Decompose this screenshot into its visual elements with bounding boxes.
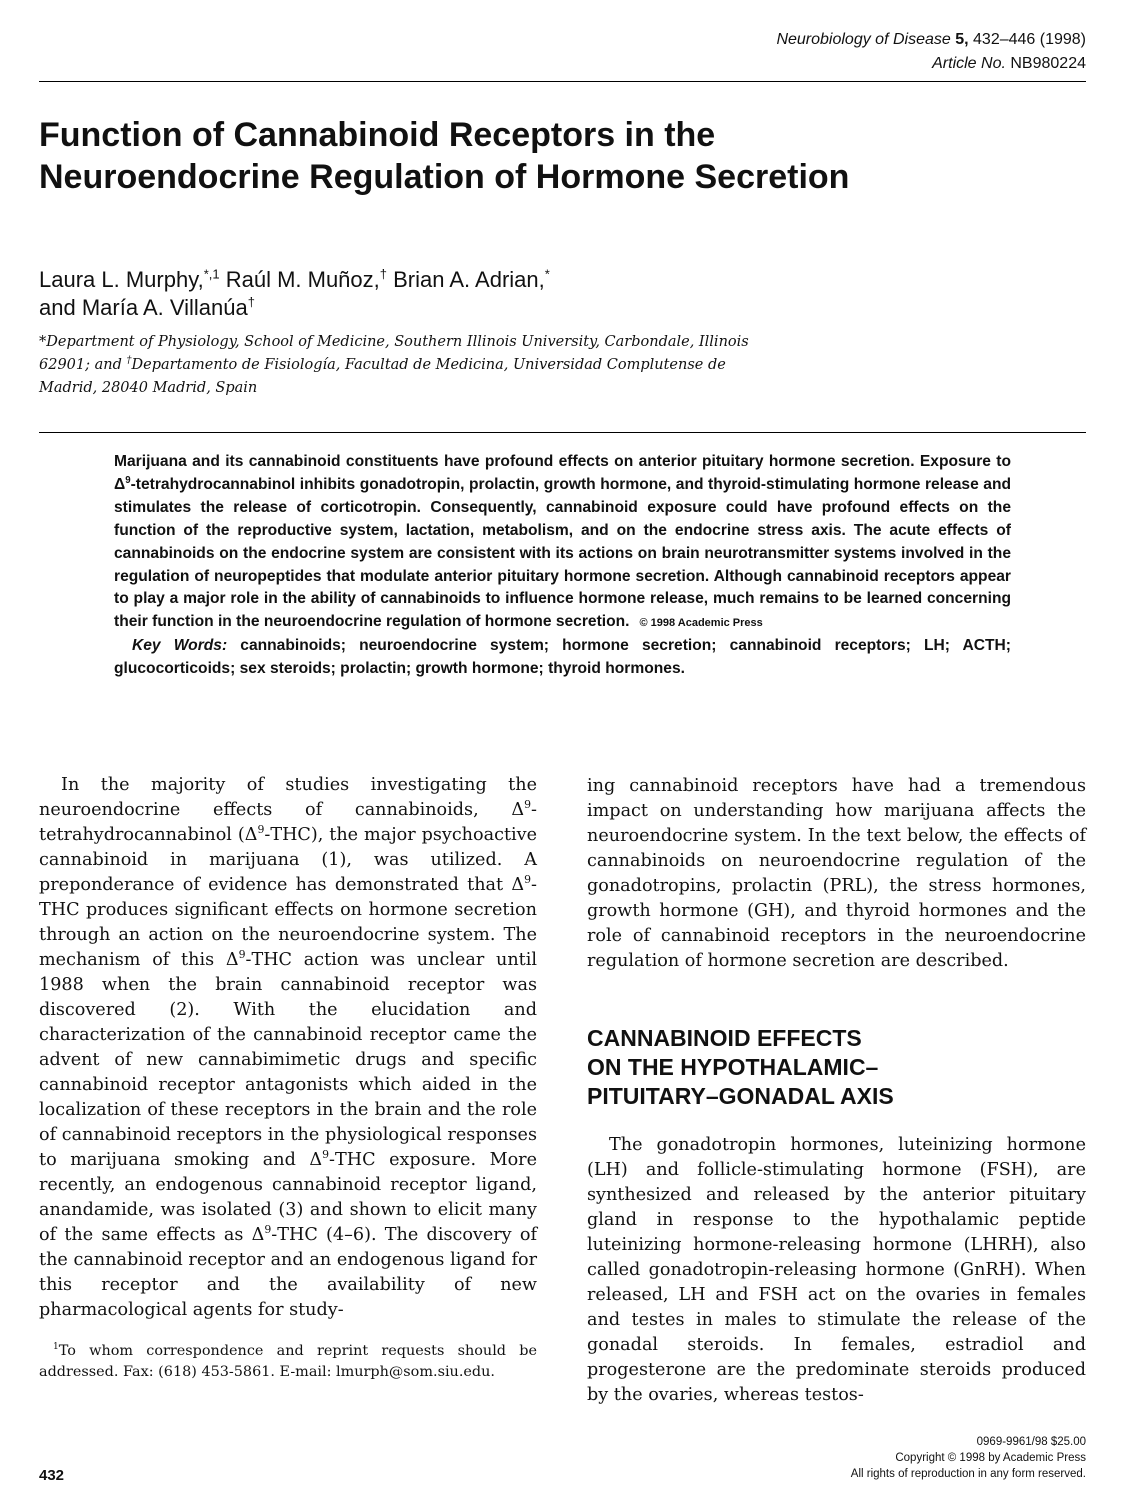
author-adrian: Brian A. Adrian, — [387, 267, 545, 292]
page-number: 432 — [39, 1467, 65, 1484]
delta-superscript: 9 — [264, 1223, 272, 1237]
section-heading-line: ON THE HYPOTHALAMIC– — [587, 1054, 879, 1080]
section-heading — [587, 1024, 1086, 1111]
body-text: -THC action was unclear until 1988 when the brain cannabinoid receptor was discovered (2). With the elucidation and characterization of the cannabinoid receptor came the advent of new cannabimimetic drugs and specific cannabinoid receptor antagonists which aided in the localization of these receptors in the brain and the role of cannabinoid receptors in the physiological responses to marijuana smoking and Δ — [39, 950, 537, 1170]
author-villanua-marks: † — [247, 294, 255, 310]
abstract — [114, 451, 1011, 681]
body-column-right-continuation — [587, 774, 1086, 974]
article-label: Article No. — [932, 55, 1006, 72]
body-column-left — [39, 773, 537, 1323]
journal-pages: 432–446 (1998) — [973, 31, 1086, 48]
body-column-right-section — [587, 1133, 1086, 1408]
body-text: -THC produces significant effects on hormone secretion through an action on the neuroendocrine system. The mechanism of this Δ — [39, 875, 537, 970]
title-line-2: Neuroendocrine Regulation of Hormone Secretion — [39, 158, 850, 196]
article-number-line — [776, 52, 1086, 76]
affiliation-madrid: Departamento de Fisiología, Facultad de Medicina, Universidad Complutense de Madrid, 28040 Madrid, Spain — [39, 357, 726, 396]
footnote-marker: 1 — [53, 1342, 59, 1353]
intro-paragraph-continued: ing cannabinoid receptors have had a tremendous impact on understanding how marijuana affects the neuroendocrine system. In the text below, the effects of cannabinoids on neuroendocrine regulation of the gonadotropins, prolactin (PRL), the stress hormones, growth hormone (GH), and thyroid hormones and the role of cannabinoid receptors in the neuroendocrine regulation of hormone secretion are described. — [587, 776, 1086, 971]
abstract-text-part: -tetrahydrocannabinol inhibits gonadotropin, prolactin, growth hormone, and thyroid-stimulating hormone release and stimulates the release of corticotropin. Consequently, cannabinoid exposure could have profound effects on the function of the reproductive system, lactation, metabolism, and on the endocrine stress axis. The acute effects of cannabinoids on the endocrine system are consistent with its actions on brain neurotransmitter systems involved in the regulation of neuropeptides that modulate anterior pituitary hormone secretion. Although cannabinoid receptors appear to play a major role in the ability of cannabinoids to influence hormone release, much remains to be learned concerning their function in the neuroendocrine regulation of hormone secretion. — [114, 475, 1011, 631]
footnote-text: To whom correspondence and reprint requests should be addressed. Fax: (618) 453-5861. E-mail: lmurph@som.siu.edu. — [39, 1343, 537, 1380]
author-munoz: Raúl M. Muñoz, — [219, 267, 380, 292]
affiliation-siu: *Department of Physiology, School of Medicine, Southern Illinois University, Carbondale, Illinois 62901; and — [39, 334, 749, 373]
abstract-divider — [39, 432, 1086, 433]
journal-volume: 5, — [955, 31, 969, 48]
affiliation-dagger: † — [126, 355, 132, 367]
author-villanua: and María A. Villanúa — [39, 295, 248, 320]
gonadal-axis-paragraph: The gonadotropin hormones, luteinizing hormone (LH) and follicle-stimulating hormone (FSH), are synthesized and released by the anterior pituitary gland in response to the hypothalamic peptide luteinizing hormone-releasing hormone (LHRH), also called gonadotropin-releasing hormone (GnRH). When released, LH and FSH act on the ovaries in females and testes in males to stimulate the release of the gonadal steroids. In females, estradiol and progesterone are the predominate steroids produced by the ovaries, whereas testos- — [587, 1135, 1086, 1405]
delta-superscript: 9 — [322, 1148, 330, 1162]
title-line-1: Function of Cannabinoid Receptors in the — [39, 116, 716, 154]
keywords-list: cannabinoids; neuroendocrine system; hormone secretion; cannabinoid receptors; LH; ACTH; glucocorticoids; sex steroids; prolactin; growth hormone; thyroid hormones. — [114, 637, 1011, 678]
header-divider — [39, 81, 1086, 82]
intro-paragraph — [39, 773, 537, 1323]
rights-line: All rights of reproduction in any form reserved. — [850, 1468, 1086, 1480]
keywords — [114, 635, 1011, 681]
abstract-copyright: © 1998 Academic Press — [639, 617, 763, 630]
section-heading-line: CANNABINOID EFFECTS — [587, 1025, 862, 1051]
author-murphy-marks: *,1 — [203, 266, 220, 282]
delta-superscript: 9 — [257, 823, 265, 837]
issn-price: 0969-9961/98 $25.00 — [976, 1436, 1086, 1448]
body-text: -THC (4–6). The discovery of the cannabinoid receptor and an endogenous ligand for this receptor and the availability of new pharmacological agents for study- — [39, 1225, 537, 1320]
article-number: NB980224 — [1010, 55, 1086, 72]
journal-header — [776, 28, 1086, 76]
journal-name: Neurobiology of Disease — [776, 31, 951, 48]
abstract-text — [114, 451, 1011, 635]
body-text: -tetrahydrocannabinol (Δ — [39, 800, 537, 845]
keywords-label: Key Words: — [132, 637, 228, 655]
delta-superscript: 9 — [524, 798, 532, 812]
author-munoz-marks: † — [379, 266, 387, 282]
article-title — [39, 114, 1039, 198]
affiliations — [39, 331, 759, 400]
delta-superscript: 9 — [125, 474, 131, 486]
delta-superscript: 9 — [238, 948, 246, 962]
footnote — [39, 1341, 537, 1383]
journal-citation — [776, 28, 1086, 52]
delta-superscript: 9 — [524, 873, 532, 887]
author-list — [39, 266, 839, 322]
section-heading-line: PITUITARY–GONADAL AXIS — [587, 1083, 894, 1109]
author-murphy: Laura L. Murphy, — [39, 267, 204, 292]
body-text: In the majority of studies investigating the neuroendocrine effects of cannabinoids, Δ — [39, 775, 537, 820]
abstract-text-part: Marijuana and its cannabinoid constituents have profound effects on anterior pituitary hormone secretion. Exposure to Δ — [114, 453, 1011, 493]
body-text: -THC exposure. More recently, an endogenous cannabinoid receptor ligand, anandamide, was isolated (3) and shown to elicit many of the same effects as Δ — [39, 1150, 537, 1245]
author-adrian-marks: * — [544, 266, 550, 282]
body-text: -THC), the major psychoactive cannabinoid in marijuana (1), was utilized. A preponderance of evidence has demonstrated that Δ — [39, 825, 537, 895]
copyright-block — [851, 1434, 1086, 1482]
copyright-line: Copyright © 1998 by Academic Press — [895, 1452, 1086, 1464]
